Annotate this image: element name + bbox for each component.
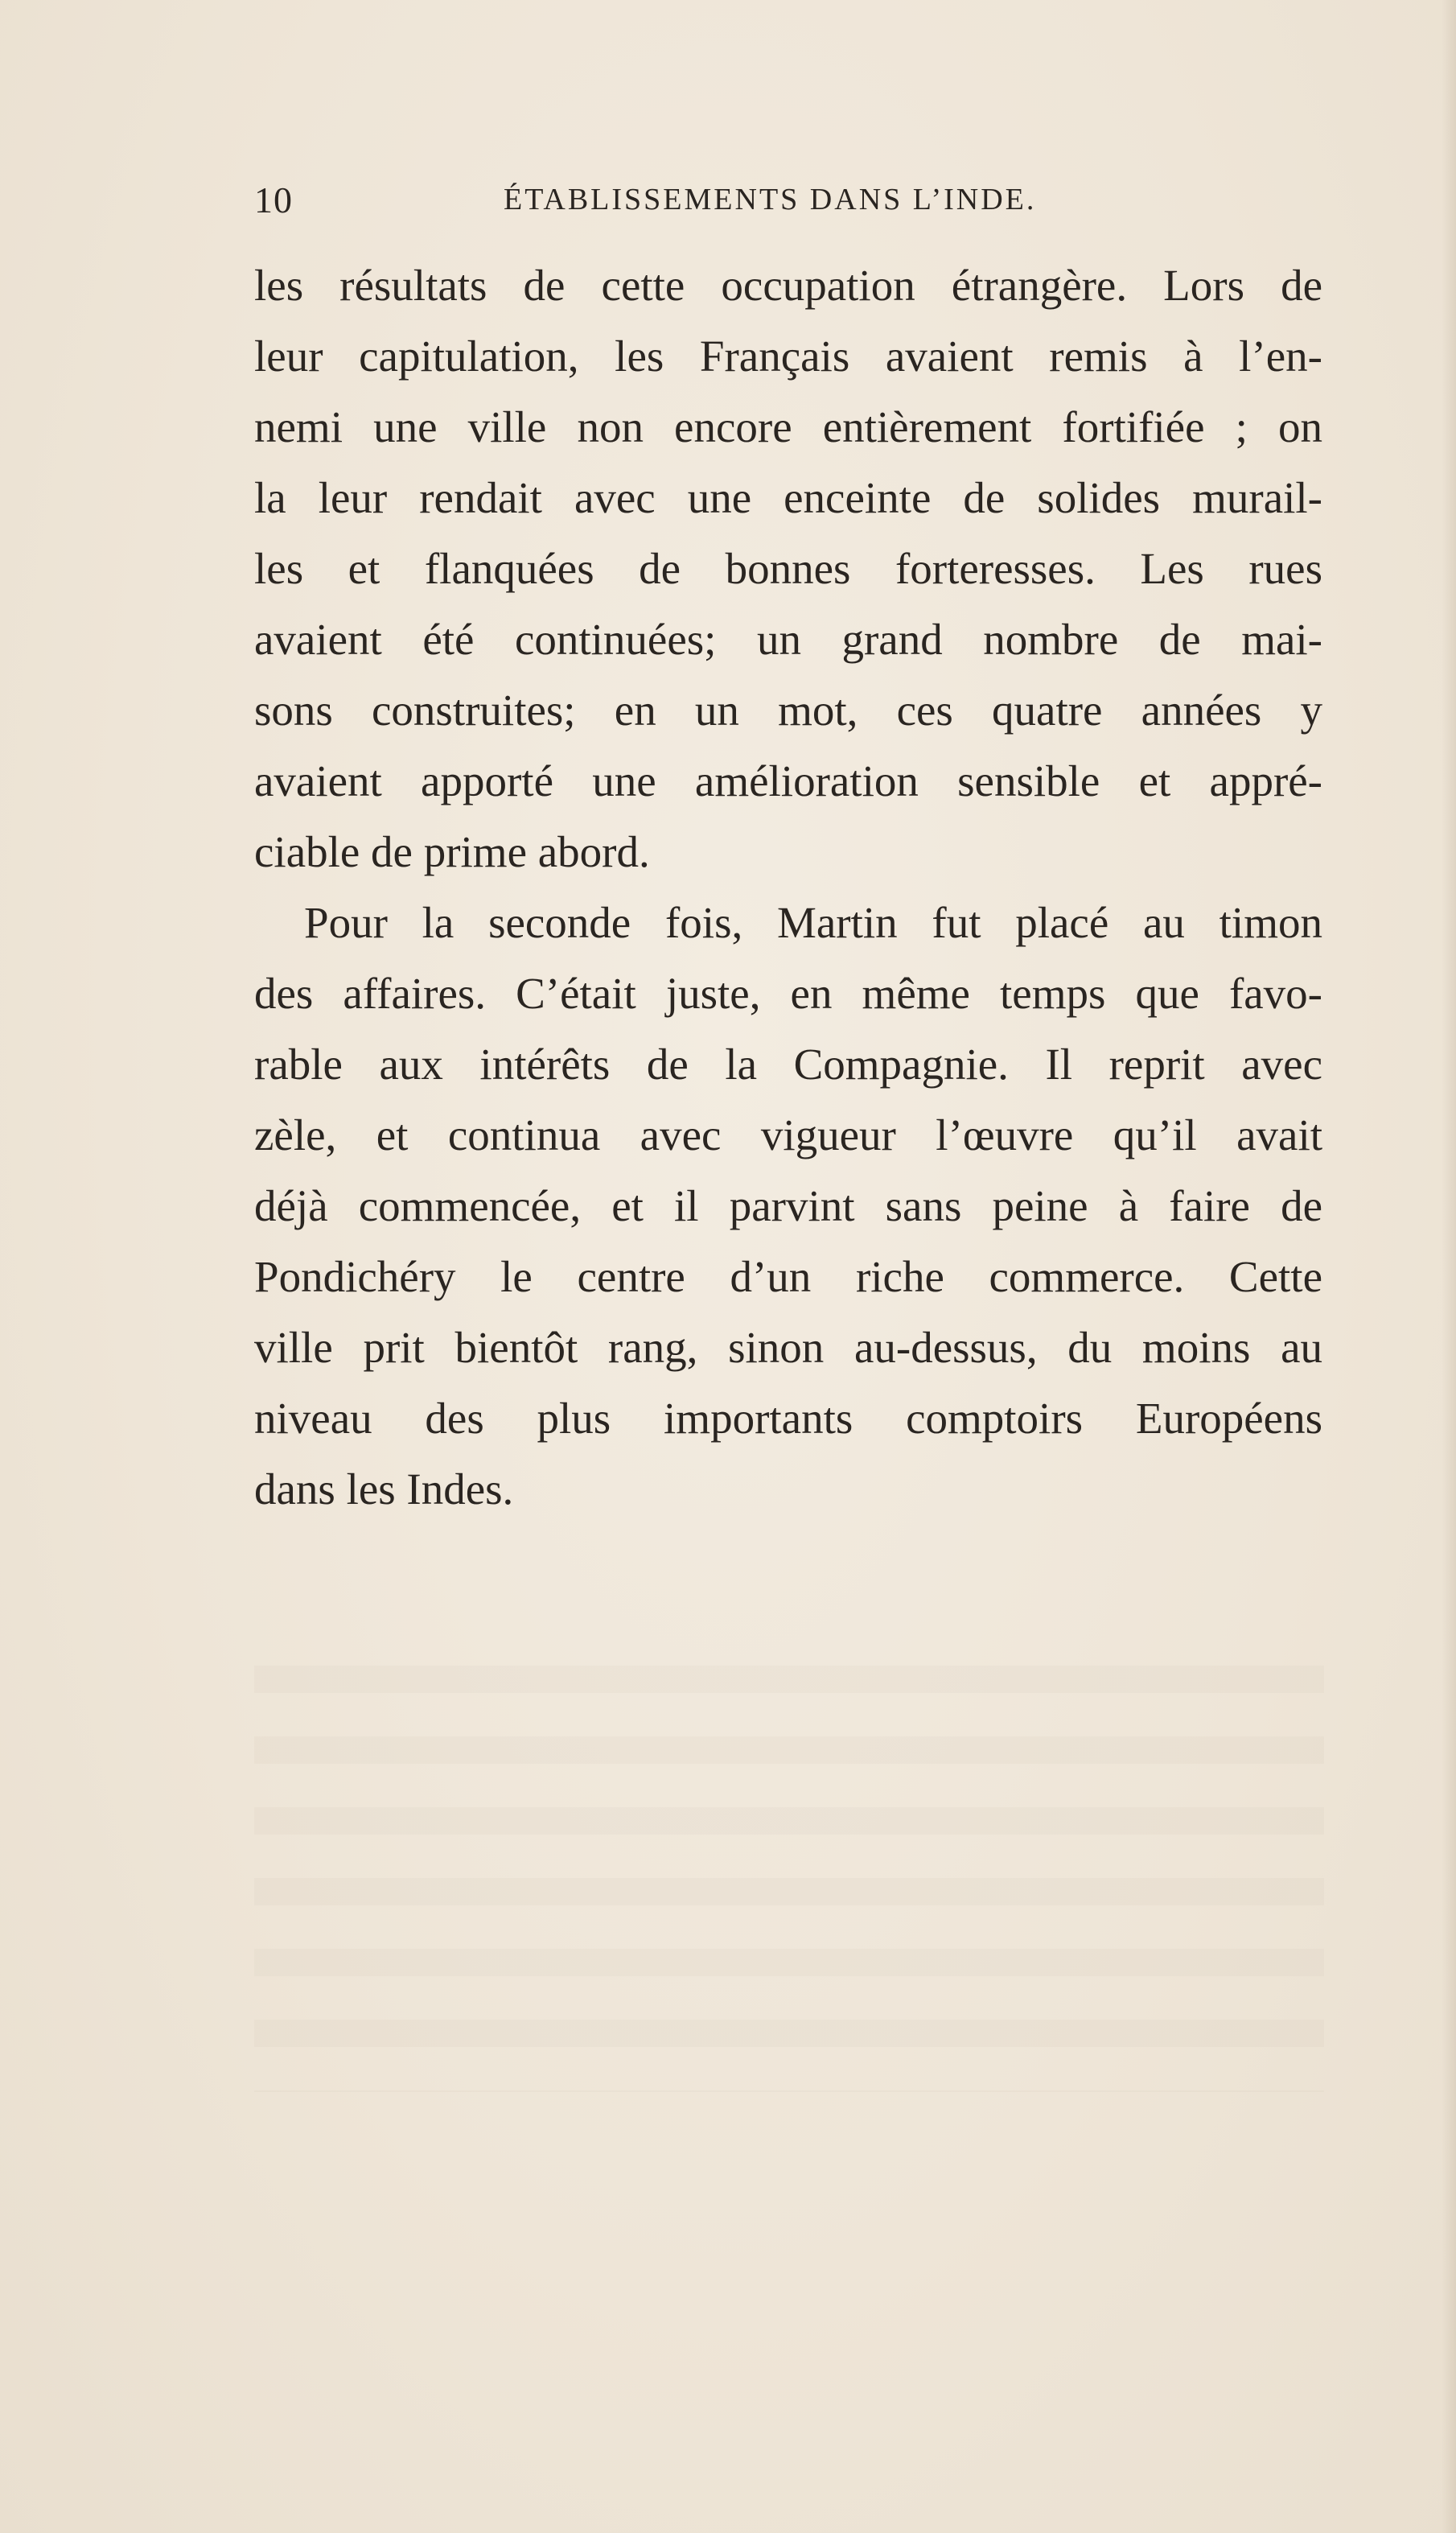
body-text [254, 250, 1322, 1525]
text-line: dans les Indes. [254, 1464, 514, 1514]
text-line: avaient apporté une amélioration sensible et appré- [254, 756, 1322, 805]
text-line: ciable de prime abord. [254, 827, 650, 876]
text-line: zèle, et continua avec vigueur l’œuvre qu’il avait [254, 1110, 1322, 1159]
running-header [254, 179, 1324, 227]
text-line: Pour la seconde fois, Martin fut placé au timon [304, 898, 1322, 947]
show-through-from-reverse [254, 1666, 1324, 2092]
text-line: les et flanquées de bonnes forteresses. Les rues [254, 544, 1322, 593]
text-line: niveau des plus importants comptoirs Européens [254, 1394, 1322, 1443]
text-line: nemi une ville non encore entièrement fortifiée ; on [254, 402, 1322, 451]
text-line: Pondichéry le centre d’un riche commerce. Cette [254, 1252, 1322, 1301]
text-line: leur capitulation, les Français avaient remis à l’en- [254, 332, 1322, 381]
text-line: sons construites; en un mot, ces quatre années y [254, 686, 1322, 735]
text-line: ville prit bientôt rang, sinon au-dessus, du moins au [254, 1323, 1322, 1372]
text-line: des affaires. C’était juste, en même temps que favo- [254, 969, 1322, 1018]
text-line: avaient été continuées; un grand nombre de mai- [254, 615, 1322, 664]
running-head-title: ÉTABLISSEMENTS DANS L’INDE. [504, 183, 1037, 216]
text-line: la leur rendait avec une enceinte de solides murail- [254, 473, 1322, 522]
text-line: déjà commencée, et il parvint sans peine à faire de [254, 1181, 1322, 1230]
text-line: rable aux intérêts de la Compagnie. Il reprit avec [254, 1040, 1322, 1089]
page-edge-shadow [1442, 0, 1456, 2533]
text-line: les résultats de cette occupation étrangère. Lors de [254, 261, 1322, 310]
page-number: 10 [254, 179, 293, 220]
